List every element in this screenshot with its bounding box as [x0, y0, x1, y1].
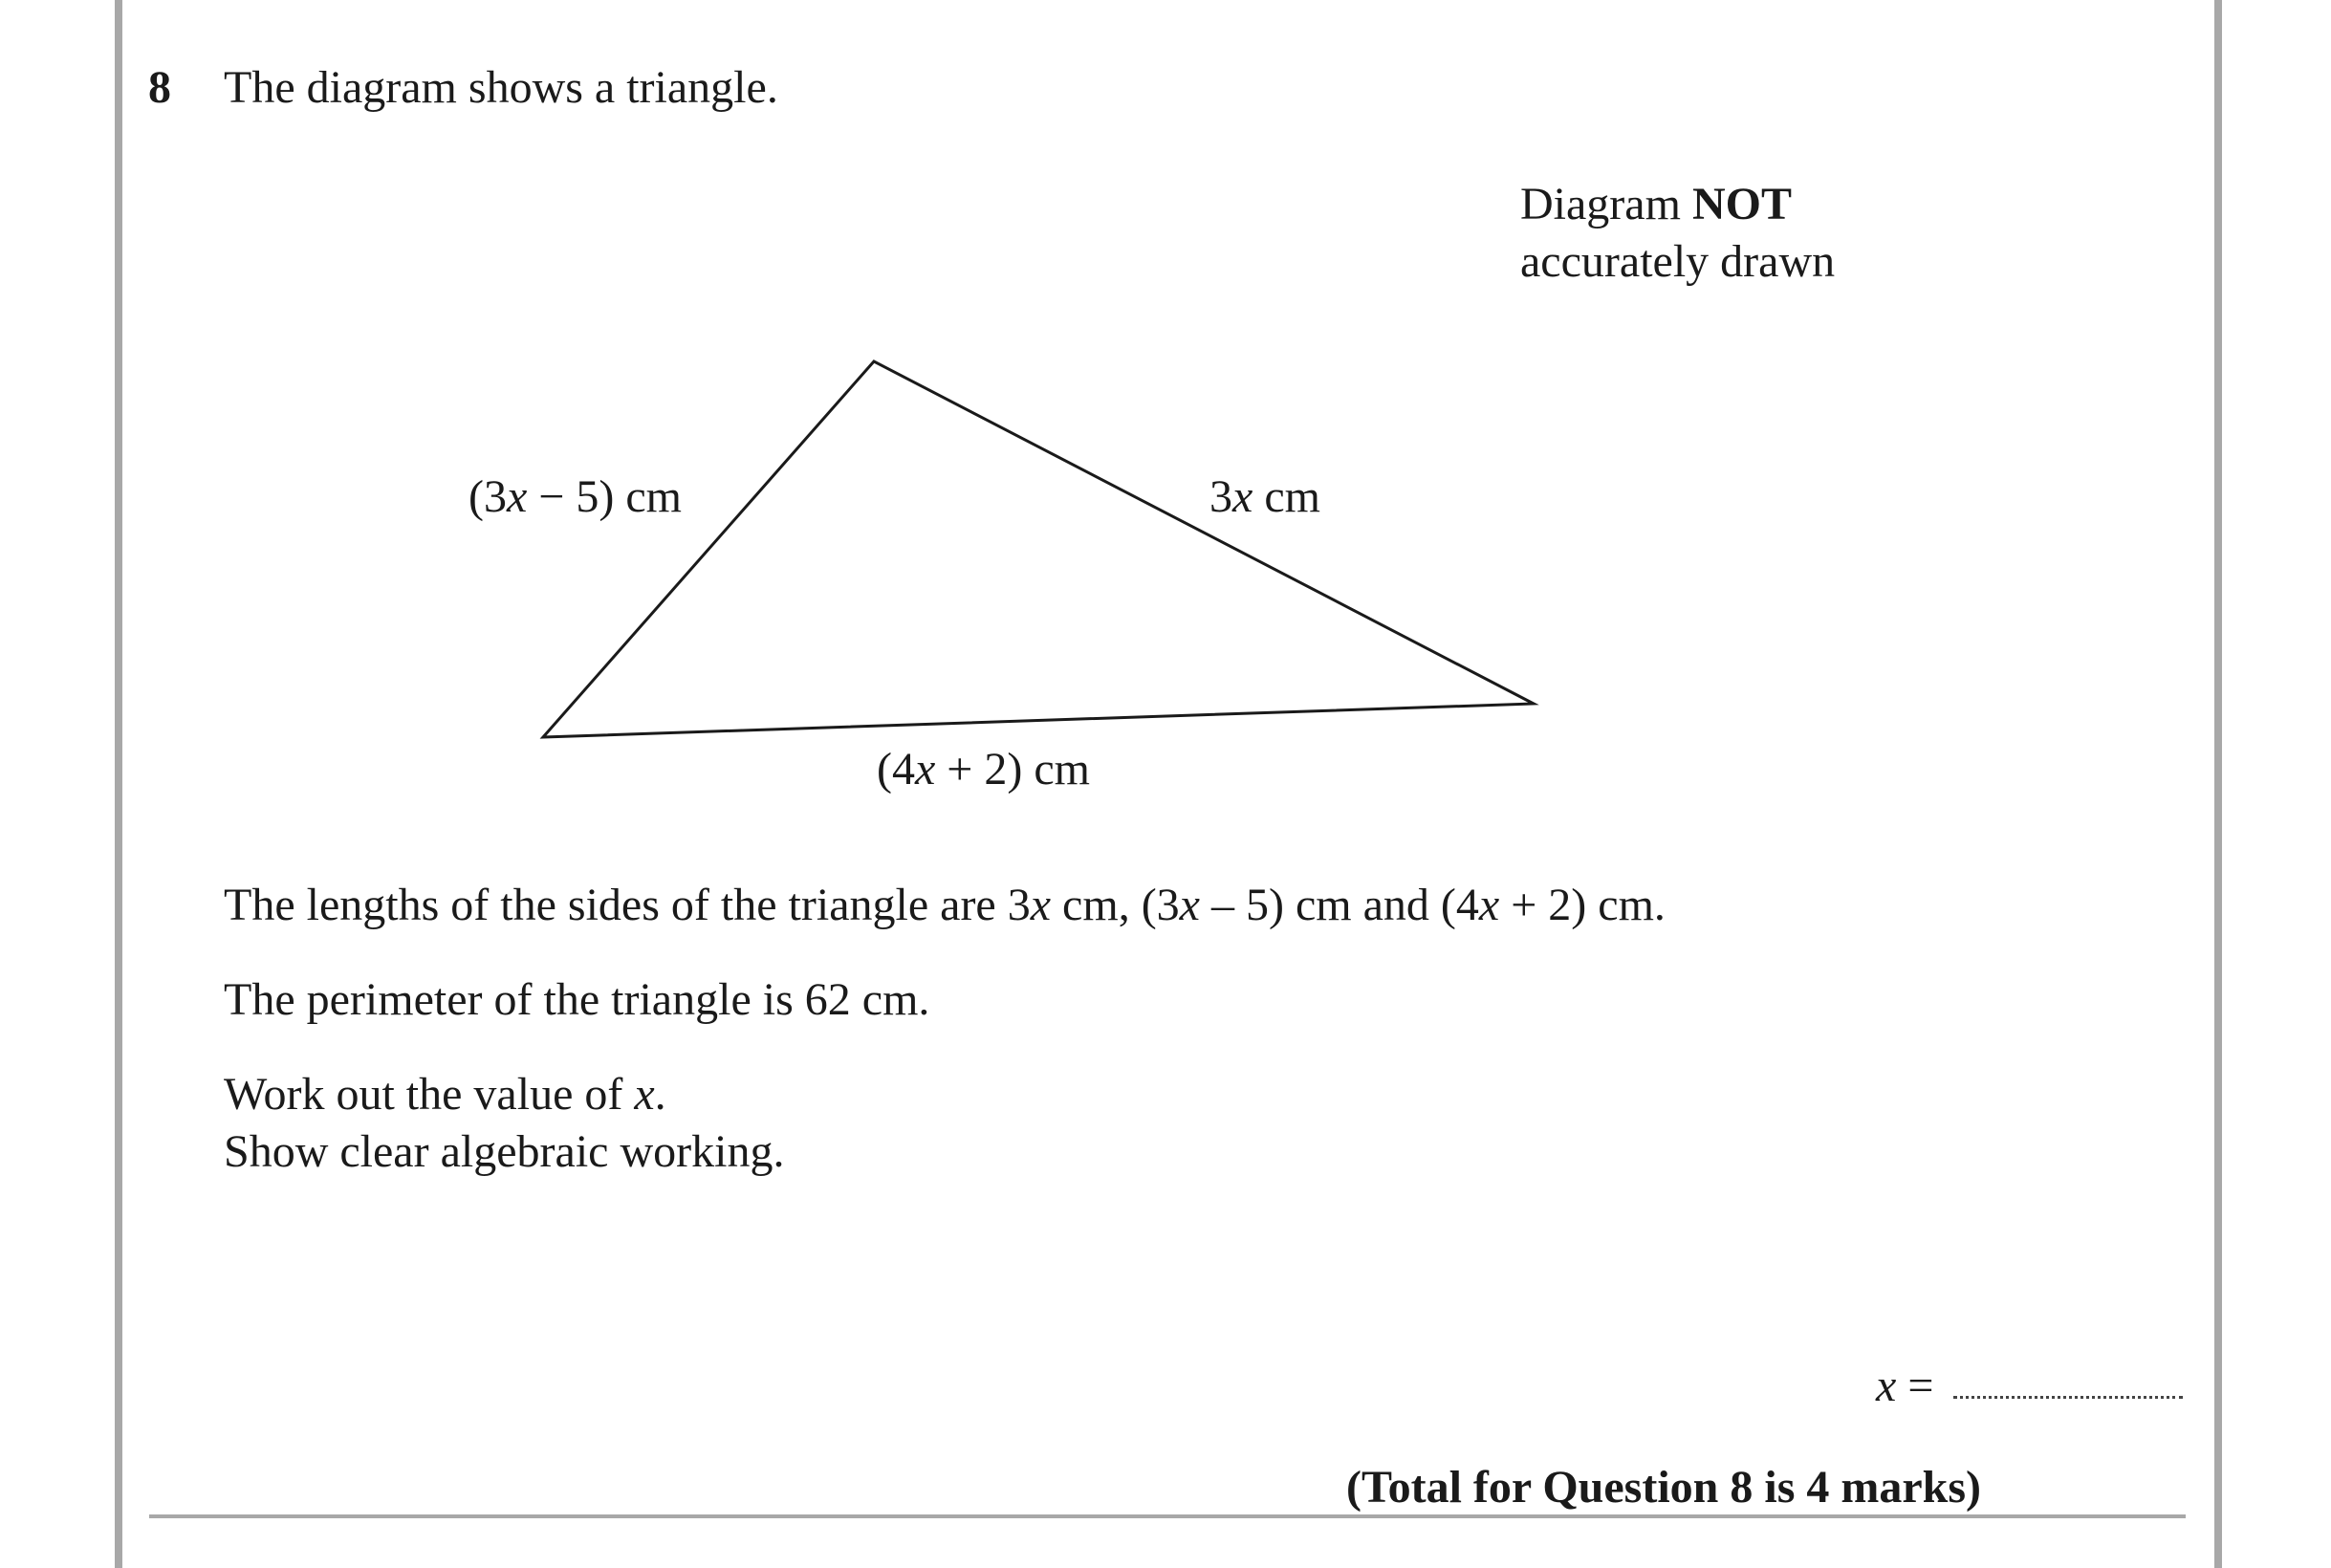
work-out-instruction: Work out the value of x. — [224, 1069, 666, 1120]
side-label-right: 3x cm — [1209, 471, 1320, 522]
side-label-left: (3x − 5) cm — [468, 471, 682, 522]
disclaimer-not: NOT — [1691, 179, 1792, 229]
disclaimer-suffix: accurately drawn — [1520, 236, 1836, 287]
question-total-marks: (Total for Question 8 is 4 marks) — [1346, 1462, 1982, 1513]
side-lengths-statement: The lengths of the sides of the triangle are 3x cm, (3x – 5) cm and (4x + 2) cm. — [224, 880, 1666, 930]
triangle-shape — [543, 361, 1534, 737]
question-divider — [149, 1514, 2186, 1518]
perimeter-statement: The perimeter of the triangle is 62 cm. — [224, 974, 930, 1025]
question-intro: The diagram shows a triangle. — [224, 62, 778, 113]
answer-label: x = — [1876, 1361, 1934, 1411]
show-working-instruction: Show clear algebraic working. — [224, 1126, 785, 1177]
answer-input-line[interactable] — [1953, 1396, 2183, 1399]
side-label-bottom: (4x + 2) cm — [877, 744, 1090, 795]
disclaimer-prefix: Diagram — [1520, 179, 1692, 229]
question-number: 8 — [148, 62, 171, 113]
